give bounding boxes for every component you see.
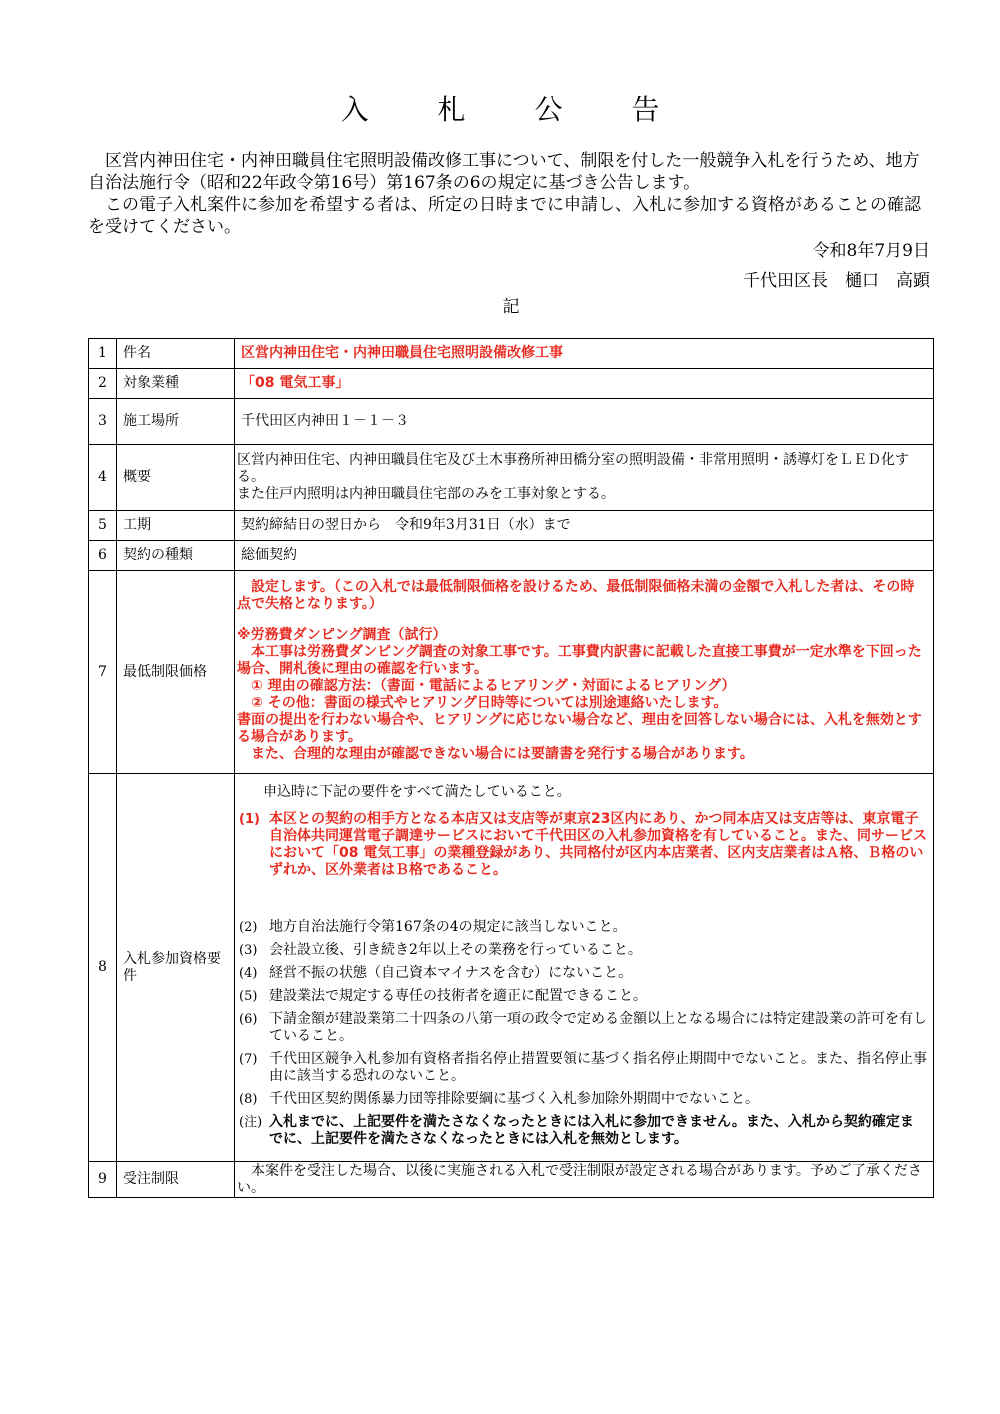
- intro-paragraph-1: 区営内神田住宅・内神田職員住宅照明設備改修工事について、制限を付した一般競争入札を行うため、地方自治法施行令（昭和22年政令第16号）第167条の6の規定に基づき公告します。: [88, 151, 920, 193]
- requirement-item: [239, 942, 927, 959]
- row-number: 9: [89, 1162, 117, 1198]
- overview-line-1: 区営内神田住宅、内神田職員住宅及び土木事務所神田橋分室の照明設備・非常用照明・誘導灯をＬＥＤ化する。: [237, 452, 909, 485]
- row-label: 概要: [117, 445, 235, 511]
- construction-period: 契約締結日の翌日から 令和9年3月31日（水）まで: [235, 511, 934, 541]
- request-letter-notice: また、合理的な理由が確認できない場合には要請書を発行する場合があります。: [251, 746, 754, 762]
- table-row: [89, 1162, 934, 1198]
- requirement-text: 千代田区契約関係暴力団等排除要綱に基づく入札参加除外期間中でないこと。: [269, 1091, 759, 1107]
- other-notes: ② その他：書面の様式やヒアリング日時等については別途連絡いたします。: [251, 695, 728, 711]
- table-row: [89, 571, 934, 774]
- dumping-survey-heading: ※労務費ダンピング調査（試行）: [237, 627, 447, 643]
- row-label: 契約の種類: [117, 541, 235, 571]
- construction-site: 千代田区内神田１－１－３: [235, 399, 934, 445]
- row-number: 5: [89, 511, 117, 541]
- row-number: 7: [89, 571, 117, 774]
- intro-text: [88, 150, 930, 238]
- row-label: 入札参加資格要件: [117, 774, 235, 1162]
- row-label: 工期: [117, 511, 235, 541]
- row-number: 3: [89, 399, 117, 445]
- requirement-item: [239, 1011, 927, 1045]
- requirement-text: 経営不振の状態（自己資本マイナスを含む）にないこと。: [269, 965, 633, 981]
- requirement-text: 地方自治法施行令第167条の4の規定に該当しないこと。: [269, 919, 627, 935]
- page-title: 入 札 公 告: [340, 93, 690, 126]
- table-row: [89, 774, 934, 1162]
- signer: 千代田区長 樋口 高顕: [743, 271, 930, 291]
- requirement-item: [239, 988, 927, 1005]
- requirement-item: [239, 965, 927, 982]
- project-name: 区営内神田住宅・内神田職員住宅照明設備改修工事: [235, 339, 934, 369]
- requirement-text: 建設業法で規定する専任の技術者を適正に配置できること。: [269, 988, 647, 1004]
- eligibility-requirements: [235, 774, 934, 1162]
- requirement-text: 本区との契約の相手方となる本店又は支店等が東京23区内にあり、かつ同本店又は支店等は、東京電子自治体共同運営電子調達サービスにおいて千代田区の入札参加資格を有していること。また、同サービスにおいて「08 電気工事」の業種登録があり、共同格付が区内本店業者、区内支店業者はＡ格、Ｂ格のいずれか、区外業者はＢ格であること。: [269, 811, 927, 878]
- row-label: 最低制限価格: [117, 571, 235, 774]
- row-number: 6: [89, 541, 117, 571]
- requirement-mark: (3): [239, 943, 258, 958]
- minimum-price-statement: 設定します。（この入札では最低制限価格を設けるため、最低制限価格未満の金額で入札した者は、その時点で失格となります。）: [237, 579, 915, 612]
- target-industry: 「08 電気工事」: [235, 369, 934, 399]
- requirement-mark: (注): [239, 1115, 263, 1130]
- requirement-mark: (4): [239, 966, 258, 981]
- invalid-bid-notice: 書面の提出を行わない場合や、ヒアリングに応じない場合など、理由を回答しない場合には、入札を無効とする場合があります。: [237, 712, 922, 745]
- order-restriction: 本案件を受注した場合、以後に実施される入札で受注制限が設定される場合があります。予めご了承ください。: [235, 1162, 934, 1198]
- table-row: [89, 339, 934, 369]
- notice-date: 令和8年7月9日: [812, 241, 930, 261]
- row-number: 2: [89, 369, 117, 399]
- spec-table: [88, 338, 934, 1198]
- requirement-mark: (5): [239, 989, 258, 1004]
- requirement-item: [239, 1091, 927, 1108]
- dumping-survey-text: 本工事は労務費ダンピング調査の対象工事です。工事費内訳書に記載した直接工事費が一定水準を下回った場合、開札後に理由の確認を行います。: [237, 644, 922, 677]
- table-row: [89, 541, 934, 571]
- requirement-text: 千代田区競争入札参加有資格者指名停止措置要領に基づく指名停止期間中でないこと。また、指名停止事由に該当する恐れのないこと。: [269, 1051, 927, 1084]
- ki-heading: 記: [502, 297, 520, 317]
- project-overview: [235, 445, 934, 511]
- requirements-lead: 申込時に下記の要件をすべて満たしていること。: [263, 784, 571, 800]
- requirement-mark: (2): [239, 920, 258, 935]
- table-row: [89, 369, 934, 399]
- requirement-item: [239, 1051, 927, 1085]
- requirement-mark: (6): [239, 1012, 258, 1027]
- requirement-mark: (7): [239, 1052, 258, 1067]
- requirement-note: [239, 1114, 927, 1148]
- minimum-price-block: [235, 571, 934, 774]
- table-row: [89, 399, 934, 445]
- row-label: 施工場所: [117, 399, 235, 445]
- row-number: 8: [89, 774, 117, 1162]
- row-label: 受注制限: [117, 1162, 235, 1198]
- row-label: 件名: [117, 339, 235, 369]
- requirement-text: 入札までに、上記要件を満たさなくなったときには入札に参加できません。また、入札から契約確定までに、上記要件を満たさなくなったときには入札を無効とします。: [269, 1114, 914, 1147]
- table-row: [89, 511, 934, 541]
- row-label: 対象業種: [117, 369, 235, 399]
- row-number: 1: [89, 339, 117, 369]
- requirement-text: 会社設立後、引き続き2年以上その業務を行っていること。: [269, 942, 642, 958]
- table-row: [89, 445, 934, 511]
- contract-type: 総価契約: [235, 541, 934, 571]
- intro-paragraph-2: この電子入札案件に参加を希望する者は、所定の日時までに申請し、入札に参加する資格があることの確認を受けてください。: [88, 195, 921, 237]
- requirement-mark: (8): [239, 1092, 258, 1107]
- requirement-text: 下請金額が建設業第二十四条の八第一項の政令で定める金額以上となる場合には特定建設業の許可を有していること。: [269, 1011, 927, 1044]
- requirement-mark: (1): [239, 812, 260, 827]
- overview-line-2: また住戸内照明は内神田職員住宅部のみを工事対象とする。: [237, 486, 615, 502]
- requirement-item: [239, 919, 927, 936]
- row-number: 4: [89, 445, 117, 511]
- confirmation-method: ① 理由の確認方法：（書面・電話によるヒアリング・対面によるヒアリング）: [251, 678, 736, 694]
- requirement-item: [239, 811, 927, 879]
